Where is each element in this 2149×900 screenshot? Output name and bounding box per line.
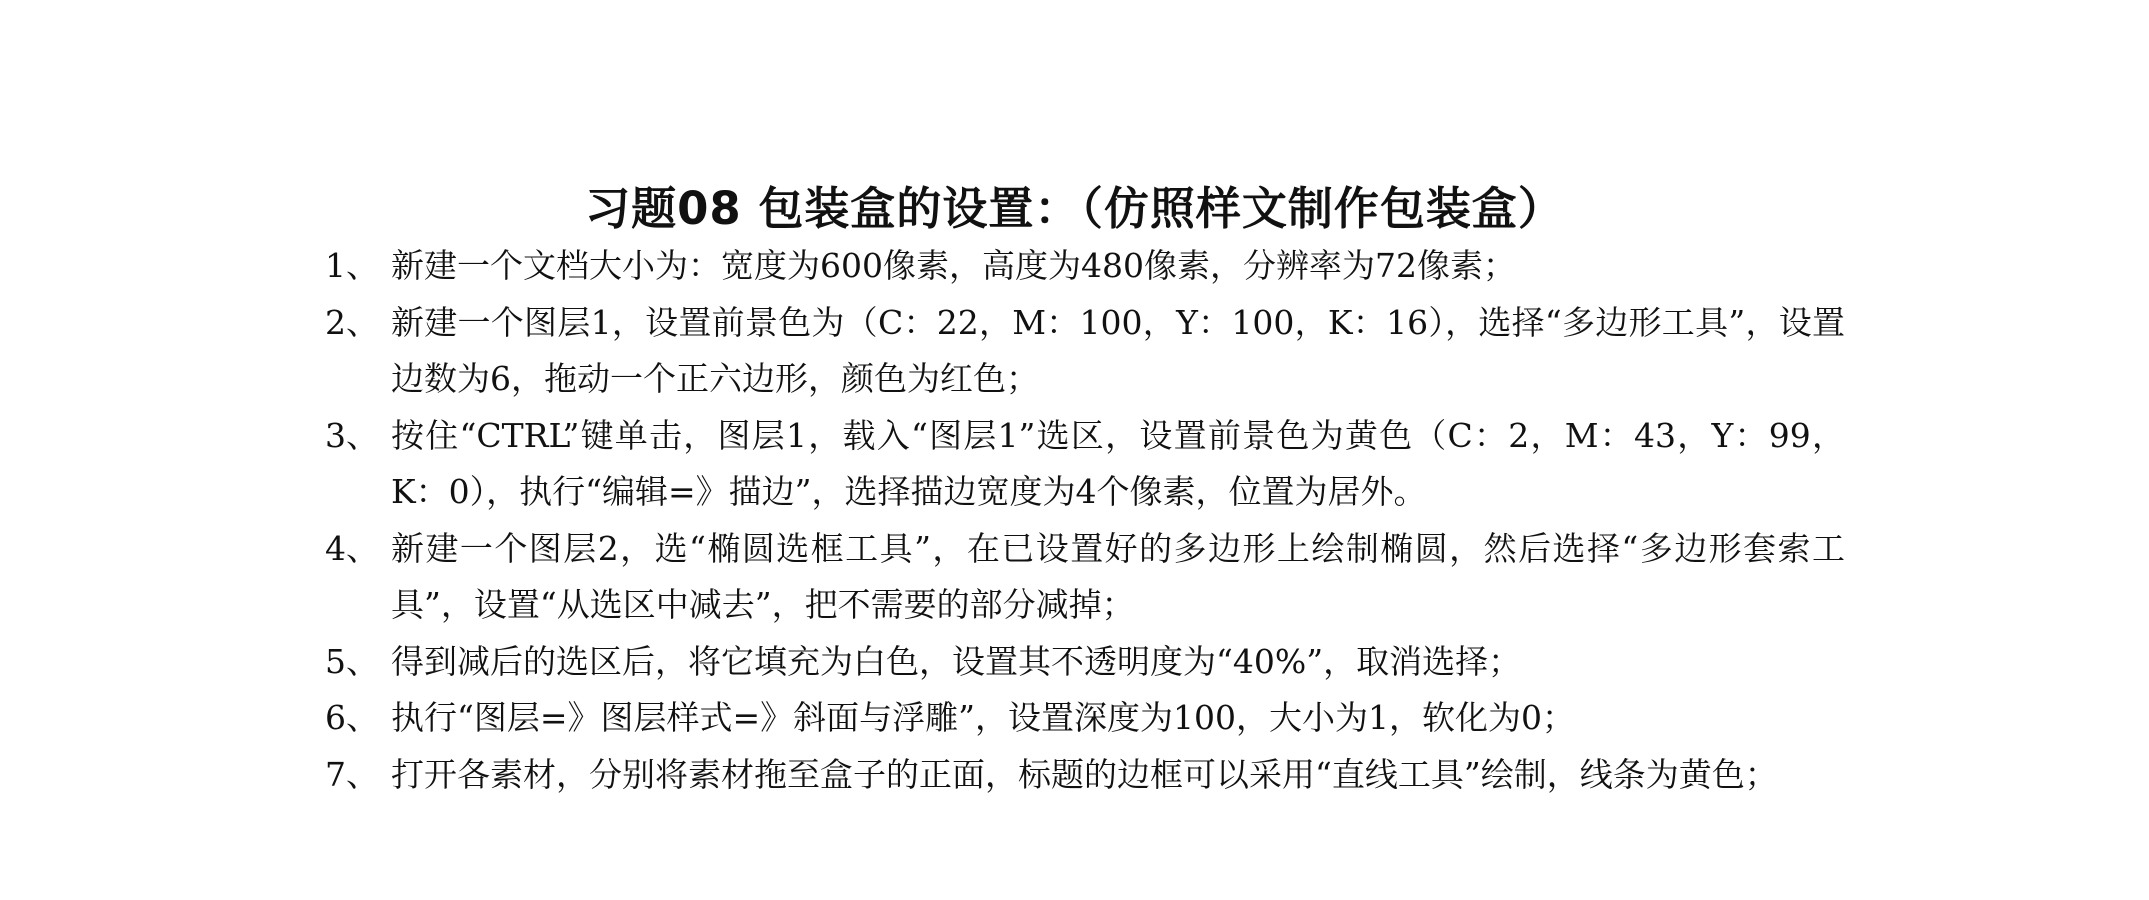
step-text: 新建一个图层1，设置前景色为（C：22，M：100，Y：100，K：16），选择“多边形工具”，设置边数为6，拖动一个正六边形，颜色为红色； bbox=[391, 302, 1845, 398]
step-text: 按住“CTRL”键单击，图层1，载入“图层1”选区，设置前景色为黄色（C：2，M：43，Y：99，K：0），执行“编辑=》描边”，选择描边宽度为4个像素，位置为居外。 bbox=[391, 415, 1845, 511]
list-item bbox=[325, 238, 1845, 295]
step-number: 3、 bbox=[325, 415, 379, 455]
step-text: 执行“图层=》图层样式=》斜面与浮雕”，设置深度为100，大小为1，软化为0； bbox=[391, 698, 1576, 737]
step-number: 7、 bbox=[325, 754, 379, 794]
step-text: 新建一个文档大小为：宽度为600像素，高度为480像素，分辨率为72像素； bbox=[391, 246, 1516, 285]
list-item bbox=[325, 690, 1845, 747]
list-item bbox=[325, 295, 1845, 408]
step-number: 1、 bbox=[325, 246, 379, 285]
list-item bbox=[325, 408, 1845, 521]
page-title: 习题08 包装盒的设置：（仿照样文制作包装盒） bbox=[585, 182, 1564, 235]
step-text: 得到减后的选区后，将它填充为白色，设置其不透明度为“40%”，取消选择； bbox=[391, 641, 1522, 681]
step-number: 2、 bbox=[325, 302, 379, 342]
list-item bbox=[325, 521, 1845, 634]
step-number: 6、 bbox=[325, 698, 379, 737]
list-item bbox=[325, 634, 1845, 691]
step-number: 5、 bbox=[325, 641, 379, 681]
step-text: 新建一个图层2，选“椭圆选框工具”，在已设置好的多边形上绘制椭圆，然后选择“多边形套索工具”，设置“从选区中减去”，把不需要的部分减掉； bbox=[391, 528, 1845, 624]
step-text: 打开各素材，分别将素材拖至盒子的正面，标题的边框可以采用“直线工具”绘制，线条为黄色； bbox=[391, 754, 1778, 794]
step-list bbox=[325, 238, 1845, 803]
step-number: 4、 bbox=[325, 528, 379, 568]
list-item bbox=[325, 747, 1845, 804]
